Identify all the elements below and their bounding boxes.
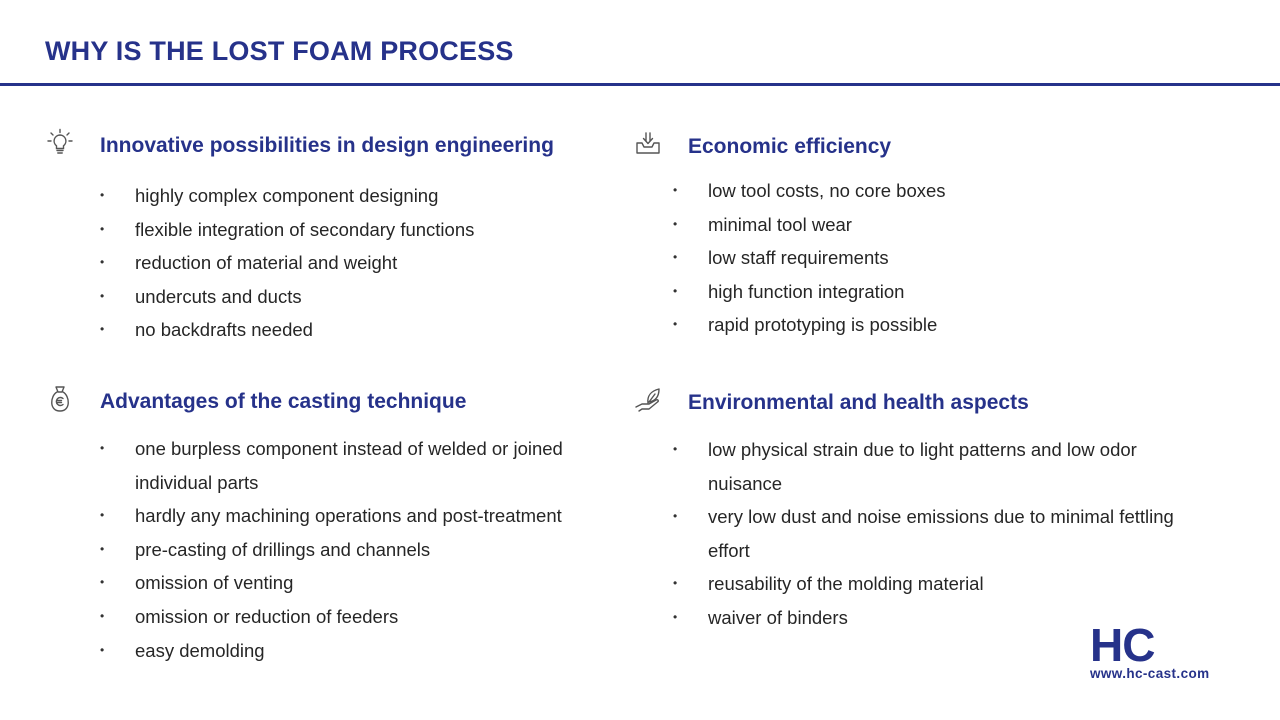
bullet-list — [100, 179, 610, 347]
list-item: • omission of venting — [100, 566, 620, 600]
list-item: • no backdrafts needed — [100, 313, 610, 347]
section-heading: Environmental and health aspects — [688, 391, 1029, 414]
list-item: • minimal tool wear — [673, 208, 1213, 242]
section-heading: Innovative possibilities in design engineering — [100, 134, 554, 157]
list-item: • rapid prototyping is possible — [673, 308, 1213, 342]
money-bag-euro-icon — [45, 384, 75, 414]
hand-leaf-icon — [633, 385, 663, 415]
bullet-list — [673, 174, 1213, 342]
list-item: • hardly any machining operations and post-treatment — [100, 499, 620, 533]
list-item: • highly complex component designing — [100, 179, 610, 213]
section-heading: Advantages of the casting technique — [100, 390, 467, 413]
list-item: • high function integration — [673, 275, 1213, 309]
page-title: WHY IS THE LOST FOAM PROCESS — [45, 36, 514, 66]
company-logo — [1090, 619, 1240, 682]
list-item: • waiver of binders — [673, 601, 1193, 635]
list-item: • low tool costs, no core boxes — [673, 174, 1213, 208]
logo-mark: HC — [1090, 619, 1155, 671]
section-heading: Economic efficiency — [688, 135, 892, 158]
list-item: • low staff requirements — [673, 241, 1213, 275]
list-item: • one burpless component instead of welded or joined individual parts — [100, 432, 620, 499]
lightbulb-icon — [45, 128, 75, 158]
list-item: • pre-casting of drillings and channels — [100, 533, 620, 567]
title-divider — [0, 83, 1280, 86]
list-item: • flexible integration of secondary functions — [100, 213, 610, 247]
logo-url: www.hc-cast.com — [1090, 666, 1210, 681]
list-item: • reduction of material and weight — [100, 246, 610, 280]
list-item: • very low dust and noise emissions due to minimal fettling effort — [673, 500, 1193, 567]
bullet-list — [100, 432, 620, 667]
list-item: • reusability of the molding material — [673, 567, 1193, 601]
list-item: • omission or reduction of feeders — [100, 600, 620, 634]
download-tray-icon — [633, 129, 663, 159]
bullet-list — [673, 433, 1193, 635]
list-item: • low physical strain due to light patterns and low odor nuisance — [673, 433, 1193, 500]
list-item: • undercuts and ducts — [100, 280, 610, 314]
list-item: • easy demolding — [100, 634, 620, 668]
